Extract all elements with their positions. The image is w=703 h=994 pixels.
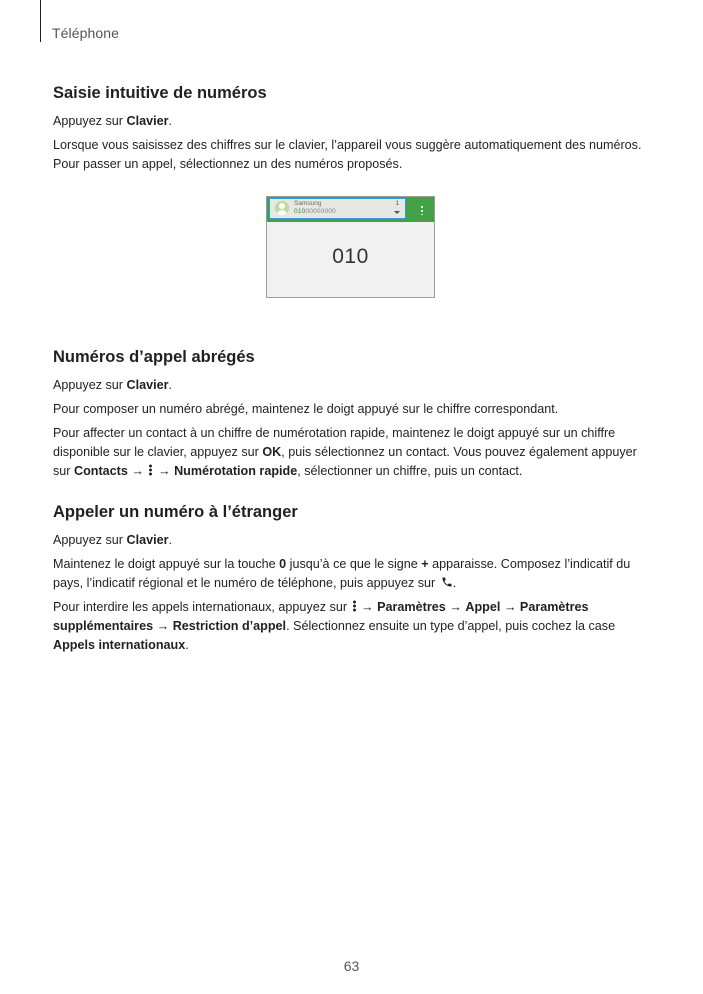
text: Appuyez sur xyxy=(53,533,127,547)
paragraph-block-international xyxy=(53,598,653,655)
chevron-down-icon[interactable] xyxy=(394,211,400,214)
text: . xyxy=(185,638,189,652)
page-content xyxy=(53,84,653,655)
dialed-number-display: 010 xyxy=(332,245,369,268)
speed-dial-label: Numérotation rapide xyxy=(174,464,298,478)
remaining-digits: 00000000 xyxy=(305,208,336,215)
avatar xyxy=(275,201,289,215)
text: Pour affecter un contact à un chiffre de numérotation rapide, maintenez le doigt appuyé sur un chiffre disponible sur le clavier, appuyez sur xyxy=(53,426,616,459)
arrow: → xyxy=(357,600,378,614)
phone-call-icon xyxy=(441,576,453,588)
paragraph-speed-dial-call: Pour composer un numéro abrégé, maintenez le doigt appuyé sur le chiffre correspondant. xyxy=(53,402,559,416)
call-label: Appel xyxy=(465,600,501,614)
plus-sign-label: + xyxy=(421,557,429,571)
zero-key-label: 0 xyxy=(279,557,287,571)
text: , puis sélectionnez un contact. Vous pouvez également appuyer sur xyxy=(53,445,637,478)
ok-label: OK xyxy=(262,445,282,459)
arrow: → xyxy=(153,619,173,633)
section-title-speed-dial: Numéros d’appel abrégés xyxy=(53,348,255,366)
keypad-label: Clavier xyxy=(126,533,169,547)
section-title-international-call: Appeler un numéro à l’étranger xyxy=(53,503,298,521)
dialer-top-bar xyxy=(267,197,434,222)
header-divider xyxy=(40,0,41,42)
more-options-icon[interactable] xyxy=(421,205,423,215)
text: Pour interdire les appels internationaux, appuyez sur xyxy=(53,600,351,614)
suggested-contact[interactable] xyxy=(269,198,406,219)
section-title-intuitive-entry: Saisie intuitive de numéros xyxy=(53,84,267,102)
text: . xyxy=(452,576,457,590)
text: Appuyez sur xyxy=(53,114,127,128)
suggested-contact-name: Samsung xyxy=(294,200,322,207)
text: , sélectionner un chiffre, puis un contact. xyxy=(297,464,523,478)
paragraph-speed-dial-assign xyxy=(53,424,653,481)
more-options-icon xyxy=(149,464,152,476)
dialer-screenshot-figure xyxy=(266,196,435,298)
page-header-title: Téléphone xyxy=(52,25,120,41)
paragraph-intuitive-entry: Lorsque vous saisissez des chiffres sur le clavier, l’appareil vous suggère automatiquement des numéros. Pour passer un appel, sélectionnez un des numéros proposés. xyxy=(53,138,642,171)
instruction-open-keypad xyxy=(53,112,653,131)
arrow: → xyxy=(500,600,520,614)
keypad-label: Clavier xyxy=(126,378,169,392)
instruction-open-keypad xyxy=(53,531,653,550)
suggested-contact-number xyxy=(294,208,336,215)
text: Maintenez le doigt appuyé sur la touche xyxy=(53,557,280,571)
more-settings-label: Paramètres supplémentaires xyxy=(53,600,589,633)
suggestion-count: 1 xyxy=(395,200,399,207)
arrow: → xyxy=(154,464,175,478)
paragraph-international-dial xyxy=(53,555,653,593)
page-number: 63 xyxy=(343,958,360,974)
instruction-open-keypad xyxy=(53,376,653,395)
contacts-label: Contacts xyxy=(74,464,128,478)
text: jusqu’à ce que le signe xyxy=(286,557,422,571)
text: . xyxy=(168,378,173,392)
arrow: → xyxy=(127,464,148,478)
more-options-icon xyxy=(353,600,356,612)
text: Appuyez sur xyxy=(53,378,127,392)
matched-digits: 010 xyxy=(294,208,306,215)
text: apparaisse. Composez l’indicatif du pays, l’indicatif régional et le numéro de téléphone, puis appuyez sur xyxy=(53,557,631,590)
text: . xyxy=(168,114,173,128)
keypad-label: Clavier xyxy=(126,114,169,128)
arrow: → xyxy=(445,600,466,614)
international-calls-label: Appels internationaux xyxy=(53,638,186,652)
call-restriction-label: Restriction d’appel xyxy=(172,619,287,633)
text: . Sélectionnez ensuite un type d’appel, puis cochez la case xyxy=(286,619,616,633)
settings-label: Paramètres xyxy=(377,600,446,614)
text: . xyxy=(168,533,173,547)
